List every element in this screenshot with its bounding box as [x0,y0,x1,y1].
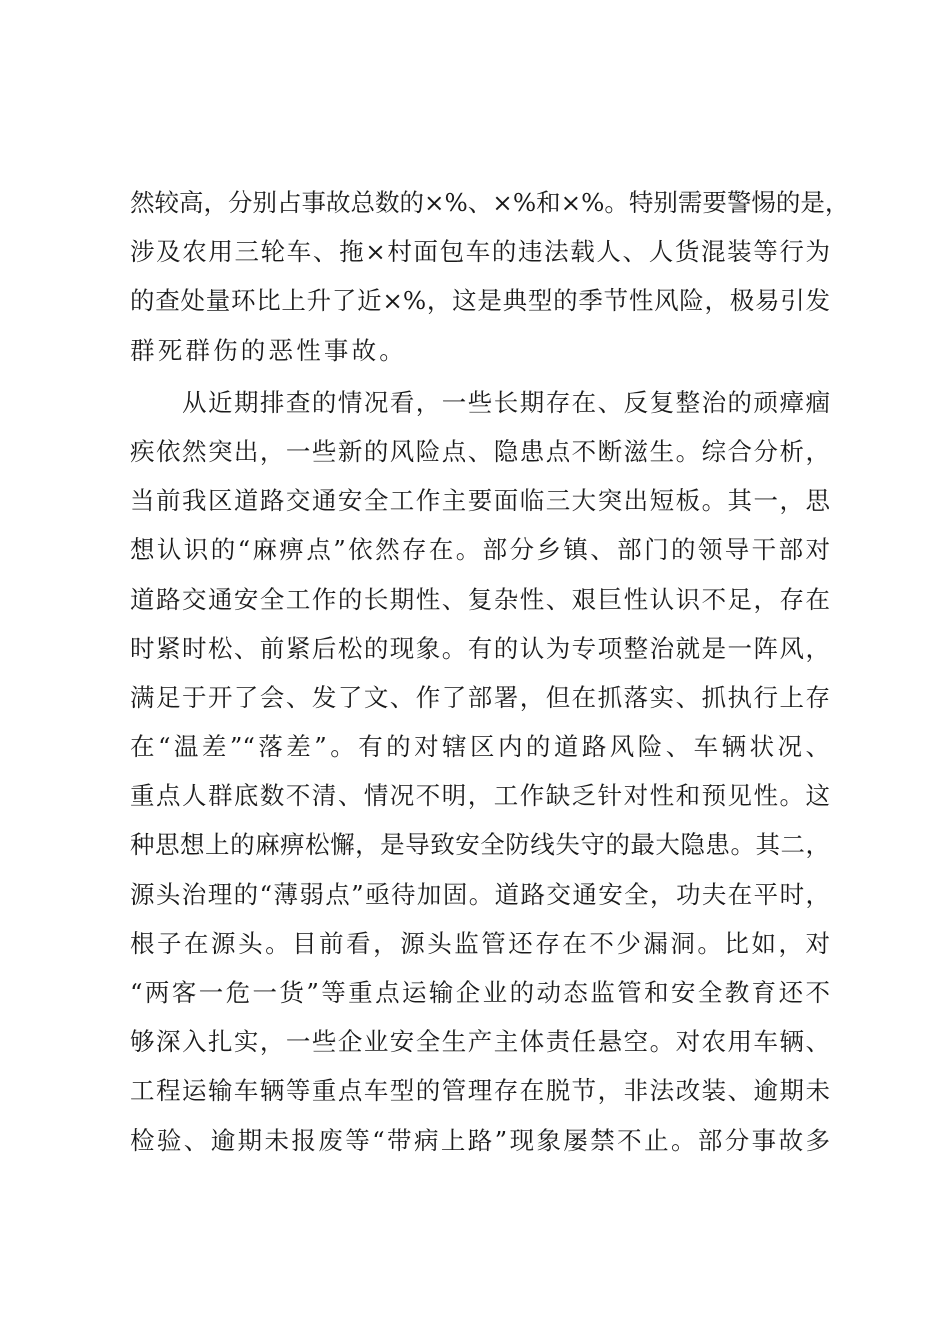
text-line: 然较高，分别占事故总数的×%、×%和×%。特别需要警惕的是， [130,188,850,217]
text-line: “两客一危一货”等重点运输企业的动态监管和安全教育还不 [130,978,830,1007]
text-line: 涉及农用三轮车、拖×村面包车的违法载人、人货混装等行为 [130,237,830,267]
text-line: 时紧时松、前紧后松的现象。有的认为专项整治就是一阵风， [130,633,830,663]
body-text [130,178,850,1165]
text-line: 当前我区道路交通安全工作主要面临三大突出短板。其一，思 [130,486,830,516]
text-line: 满足于开了会、发了文、作了部署，但在抓落实、抓执行上存 [130,682,830,712]
text-line: 疾依然突出，一些新的风险点、隐患点不断滋生。综合分析， [130,436,830,466]
text-line: 检验、逾期未报废等“带病上路”现象屡禁不止。部分事故多 [130,1125,830,1155]
text-line: 道路交通安全工作的长期性、复杂性、艰巨性认识不足，存在 [130,584,830,614]
text-line: 源头治理的“薄弱点”亟待加固。道路交通安全，功夫在平时， [130,879,830,909]
text-line: 够深入扎实，一些企业安全生产主体责任悬空。对农用车辆、 [130,1027,830,1057]
text-line: 群死群伤的恶性事故。 [130,335,407,365]
text-line: 的查处量环比上升了近×%，这是典型的季节性风险，极易引发 [130,286,830,316]
text-line: 从近期排查的情况看，一些长期存在、反复整治的顽瘴痼 [182,387,830,417]
text-line: 工程运输车辆等重点车型的管理存在脱节，非法改装、逾期未 [130,1076,830,1106]
paragraph-2 [130,378,830,1165]
text-line: 重点人群底数不清、情况不明，工作缺乏针对性和预见性。这 [130,781,830,811]
text-line: 想认识的“麻痹点”依然存在。部分乡镇、部门的领导干部对 [130,535,830,565]
text-line: 种思想上的麻痹松懈，是导致安全防线失守的最大隐患。其二， [130,830,830,860]
text-line: 根子在源头。目前看，源头监管还存在不少漏洞。比如，对 [130,928,830,958]
paragraph-1 [130,178,850,375]
text-line: 在“温差”“落差”。有的对辖区内的道路风险、车辆状况、 [130,732,830,762]
